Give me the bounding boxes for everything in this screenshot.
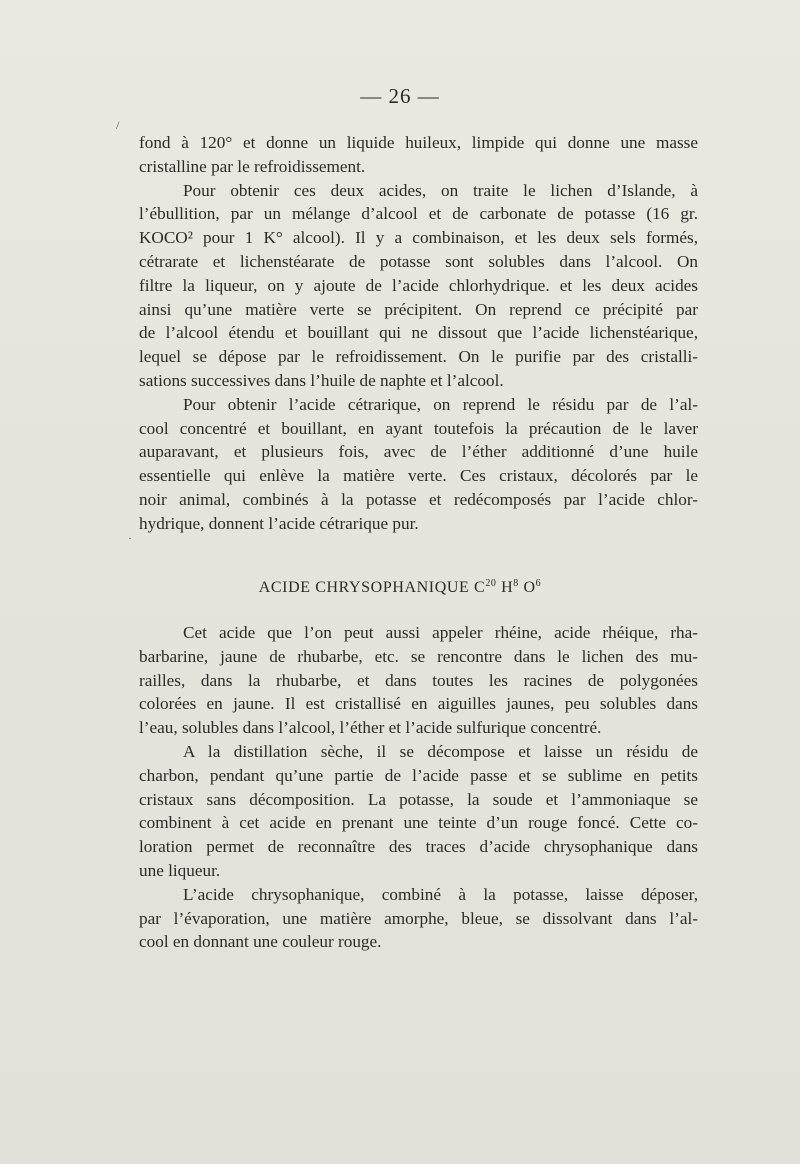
text-line: l’ébullition, par un mélange d’alcool et de carbonate de potasse (16 gr. (139, 204, 698, 224)
formula-hydrogen: H (501, 579, 514, 596)
formula-carbon: C (474, 579, 486, 596)
formula-carbon-count: 20 (485, 578, 497, 589)
formula-oxygen: O (523, 579, 536, 596)
text-line: auparavant, et plusieurs fois, avec de l’éther additionné d’une huile (139, 442, 698, 462)
heading-name: ACIDE CHRYSOPHANIQUE (258, 579, 470, 596)
text-line: filtre la liqueur, on y ajoute de l’acide chlorhydrique. et les deux acides (139, 275, 698, 295)
text-line: A la distillation sèche, il se décompose et laisse un résidu de (183, 741, 698, 761)
page-number: — 26 — (360, 84, 440, 108)
text-line: l’eau, solubles dans l’alcool, l’éther et l’acide sulfurique concentré. (139, 718, 602, 738)
text-line: colorées en jaune. Il est cristallisé en aiguilles jaunes, peu solubles dans (139, 694, 698, 714)
text-line: railles, dans la rhubarbe, et dans toutes les racines de polygonées (139, 670, 698, 690)
formula-oxygen-count: 6 (535, 578, 542, 589)
section-heading (0, 579, 800, 597)
text-line: KOCO² pour 1 K° alcool). Il y a combinaison, et les deux sels formés, (139, 228, 698, 248)
text-line: combinent à cet acide en prenant une teinte d’un rouge foncé. Cette co- (139, 813, 698, 833)
text-line: noir animal, combinés à la potasse et redécomposés par l’acide chlor- (139, 489, 698, 509)
text-line: L’acide chrysophanique, combiné à la potasse, laisse déposer, (183, 884, 698, 904)
text-block-lower (139, 621, 698, 954)
margin-mark: / (116, 118, 120, 132)
text-line: loration permet de reconnaître des traces d’acide chrysophanique dans (139, 837, 698, 857)
text-line: Pour obtenir l’acide cétrarique, on reprend le résidu par de l’al- (183, 394, 698, 414)
text-line: par l’évaporation, une matière amorphe, bleue, se dissolvant dans l’al- (139, 908, 698, 928)
formula-hydrogen-count: 8 (513, 578, 519, 589)
text-line: essentielle qui enlève la matière verte. Ces cristaux, décolorés par le (139, 466, 698, 486)
text-line: lequel se dépose par le refroidissement. On le purifie par des cristalli- (139, 347, 698, 367)
margin-mark: · (128, 531, 132, 545)
text-line: charbon, pendant qu’une partie de l’acide passe et se sublime en petits (139, 765, 698, 785)
text-line: cool en donnant une couleur rouge. (139, 932, 382, 952)
text-line: cool concentré et bouillant, en ayant toutefois la précaution de le laver (139, 418, 698, 438)
text-block-upper (139, 131, 698, 536)
text-line: sations successives dans l’huile de naphte et l’alcool. (139, 370, 504, 390)
text-line: Cet acide que l’on peut aussi appeler rhéine, acide rhéique, rha- (183, 623, 698, 642)
text-line: de l’alcool étendu et bouillant qui ne dissout que l’acide lichenstéarique, (139, 323, 698, 343)
text-line: cétrarate et lichenstéarate de potasse sont solubles dans l’alcool. On (139, 251, 698, 271)
heading-formula (474, 579, 541, 596)
text-line: ainsi qu’une matière verte se précipitent. On reprend ce précipité par (139, 299, 698, 319)
text-line: barbarine, jaune de rhubarbe, etc. se rencontre dans le lichen des mu- (139, 646, 698, 666)
text-line: Pour obtenir ces deux acides, on traite le lichen d’Islande, à (183, 180, 698, 200)
text-line: fond à 120° et donne un liquide huileux, limpide qui donne une masse (139, 133, 698, 152)
text-line: cristaux sans décomposition. La potasse, la soude et l’ammoniaque se (139, 789, 698, 809)
text-line: cristalline par le refroidissement. (139, 156, 366, 176)
text-line: hydrique, donnent l’acide cétrarique pur. (139, 513, 419, 533)
text-line: une liqueur. (139, 860, 221, 880)
